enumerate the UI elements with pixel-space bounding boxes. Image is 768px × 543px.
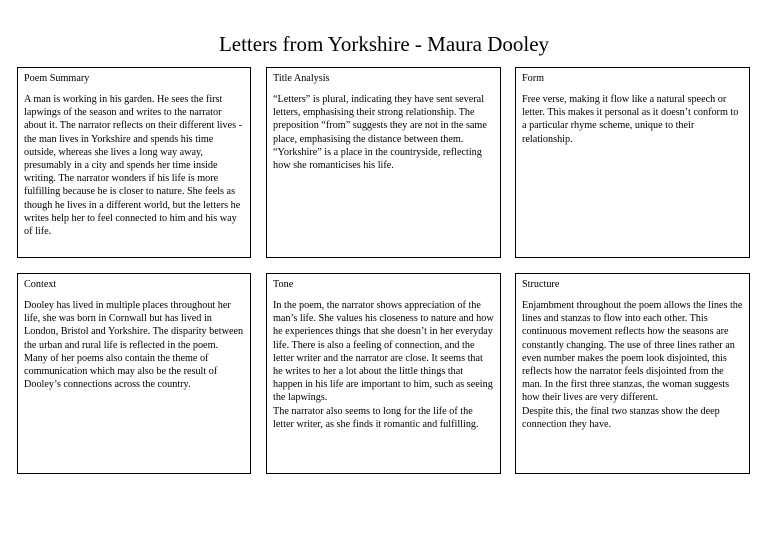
context-box — [17, 273, 251, 474]
form-heading: Form — [522, 73, 545, 84]
structure-box — [515, 273, 750, 474]
form-text: Free verse, making it flow like a natural speech or letter. This makes it personal as it doesn’t conform to a particular rhyme scheme, unique to their relationship. — [522, 94, 739, 145]
context-heading: Context — [24, 279, 57, 290]
title-analysis-heading: Title Analysis — [273, 73, 330, 84]
tone-paragraph-2: The narrator also seems to long for the life of the letter writer, as she finds it romantic and fulfilling. — [273, 405, 479, 430]
tone-box — [266, 273, 501, 474]
structure-paragraph-2: Despite this, the final two stanzas show the deep connection they have. — [522, 405, 720, 430]
poem-summary-heading: Poem Summary — [24, 73, 90, 84]
poem-summary-text: A man is working in his garden. He sees the first lapwings of the season and writes to the narrator about it. The narrator reflects on their different lives - the man lives in Yorkshire and spends his time outside, whereas she lives a long way away, presumably in a city and spends her time inside writing. The narrator wonders if his life is more fulfilling because he is closer to nature. She feels as though he lives in a different world, but the letters he writes help her to feel connected to him and his way of life. — [24, 94, 243, 238]
form-box — [515, 67, 750, 258]
poem-summary-box — [17, 67, 251, 258]
title-analysis-text: “Letters” is plural, indicating they have sent several letters, emphasising their strong relationship. The preposition “from” suggests they are not in the same place, emphasising the distance between them. “Yorkshire” is a place in the countryside, reflecting how she romanticises his life. — [273, 94, 487, 172]
title-analysis-box — [266, 67, 501, 258]
structure-heading: Structure — [522, 279, 560, 290]
tone-heading: Tone — [273, 279, 294, 290]
structure-paragraph-1: Enjambment throughout the poem allows the lines the lines and stanzas to flow into each other. This continuous movement reflects how the seasons are constantly changing. The use of three lines rather an even number makes the poem look disjointed, this reflects how the narrator feels disjointed from the man. In the first three stanzas, the woman suggests how their lives are very different. — [522, 300, 743, 404]
tone-text — [273, 299, 494, 431]
context-text: Dooley has lived in multiple places throughout her life, she was born in Cornwall but has lived in London, Bristol and Yorkshire. The disparity between the urban and rural life is reflected in the poem. Many of her poems also contain the theme of communication which may also be the result of Dooley’s connections across the country. — [24, 300, 244, 391]
structure-text — [522, 299, 743, 431]
tone-paragraph-1: In the poem, the narrator shows appreciation of the man’s life. She values his closeness to nature and how he experiences things that she doesn’t in her everyday life. There is also a feeling of connection, and the letter writer and the narrator are close. It seems that he writes to her a lot about the little things that happen in his life are important to him, such as seeing the lapwings. — [273, 300, 494, 404]
page-title: Letters from Yorkshire - Maura Dooley — [218, 32, 550, 56]
